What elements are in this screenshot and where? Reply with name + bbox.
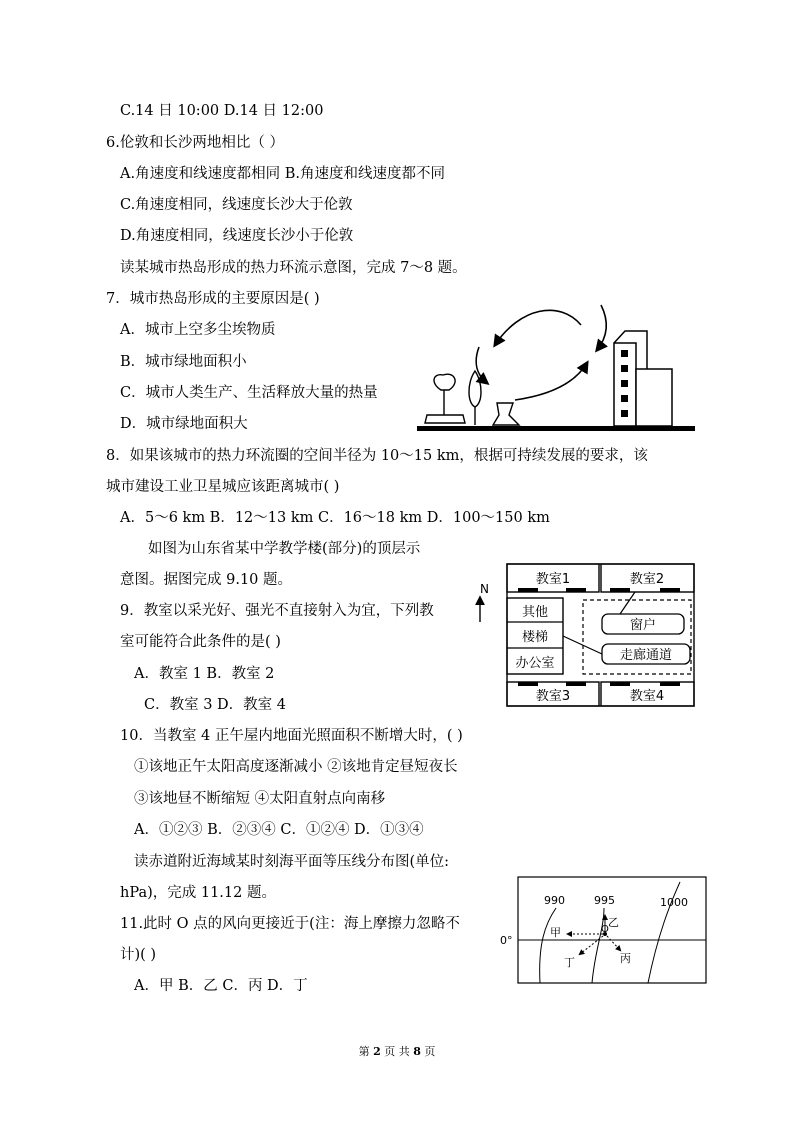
school-floor-plan: [470, 560, 700, 708]
surface-flow-arrow: [515, 363, 587, 400]
point-o-label: O: [601, 924, 609, 935]
footer-suffix: 页: [424, 1045, 436, 1058]
q9-options-cd: C．教室 3 D．教室 4: [144, 697, 286, 713]
room-label: 教室3: [535, 689, 571, 704]
isobar-map: [500, 874, 710, 986]
upper-flow-arrow: [495, 310, 581, 345]
intro-q9-10-line1: 如图为山东省某中学教学楼(部分)的顶层示: [148, 541, 421, 557]
q11-options: A．甲 B．乙 C．丙 D．丁: [134, 978, 308, 994]
tree-icon: [469, 371, 481, 425]
left-block-label: 楼梯: [521, 630, 549, 645]
left-block-label: 其他: [521, 605, 549, 620]
direction-label: 丙: [620, 952, 631, 965]
q7-option-a: A．城市上空多尘埃物质: [120, 322, 276, 338]
footer-prefix: 第: [358, 1045, 370, 1058]
isobar-995: [592, 908, 604, 983]
building-icon: [614, 331, 672, 426]
tree-icon: [425, 374, 465, 423]
q9-stem-line1: 9．教室以采光好、强光不直接射入为宜，下列教: [120, 603, 434, 619]
q9-options-ab: A．教室 1 B．教室 2: [134, 666, 275, 682]
q7-option-d: D．城市绿地面积大: [120, 416, 248, 432]
room-label: 教室2: [629, 572, 665, 587]
tree-icon: [493, 403, 519, 425]
direction-label: 甲: [550, 926, 561, 939]
q7-option-b: B．城市绿地面积小: [120, 354, 247, 370]
map-frame: [518, 877, 706, 983]
arrow-bing: [607, 936, 620, 950]
isobar-990: [540, 908, 556, 983]
current-page-number: 2: [373, 1045, 381, 1058]
q11-stem-line1: 11.此时 O 点的风向更接近于(注：海上摩擦力忽略不: [120, 916, 460, 932]
isobar-label: 990: [544, 894, 565, 907]
isobar-label: 1000: [660, 896, 688, 909]
q10-statements-34: ③该地昼不断缩短 ④太阳直射点向南移: [134, 791, 386, 807]
arrow-ding: [580, 936, 603, 954]
intro-q7-8: 读某城市热岛形成的热力环流示意图，完成 7～8 题。: [120, 260, 467, 276]
room-label: 教室4: [629, 689, 665, 704]
q6-option-d: D.角速度相同，线速度长沙小于伦敦: [120, 228, 354, 244]
q6-options-ab: A.角速度和线速度都相同 B.角速度和线速度都不同: [120, 166, 445, 182]
isobar-label: 995: [594, 894, 615, 907]
q7-option-c: C．城市人类生产、生活释放大量的热量: [120, 385, 378, 401]
q7-stem: 7．城市热岛形成的主要原因是( ): [106, 291, 320, 307]
callout-label: 走廊通道: [619, 648, 673, 663]
intro-q11-12-line1: 读赤道附近海域某时刻海平面等压线分布图(单位:: [134, 854, 450, 870]
callout-label: 窗户: [629, 618, 657, 633]
q10-options: A．①②③ B．②③④ C．①②④ D．①③④: [134, 822, 424, 838]
footer-middle: 页 共: [384, 1045, 410, 1058]
page-footer: [0, 1043, 794, 1059]
q9-stem-line2: 室可能符合此条件的是( ): [120, 634, 281, 650]
rising-air-arrow: [597, 305, 606, 350]
intro-q9-10-line2: 意图。据图完成 9.10 题。: [120, 572, 293, 588]
q8-stem-line1: 8．如果该城市的热力环流圈的空间半径为 10～15 km，根据可持续发展的要求，该: [106, 448, 648, 464]
q11-stem-line2: 计)( ): [120, 947, 157, 963]
direction-label: 乙: [608, 916, 619, 929]
q10-statements-12: ①该地正午太阳高度逐渐减小 ②该地肯定昼短夜长: [134, 759, 458, 775]
total-pages: 8: [413, 1045, 421, 1058]
q8-options: A．5～6 km B．12～13 km C．16～18 km D．100～150 km: [120, 510, 550, 526]
north-label: N: [480, 582, 489, 596]
q8-stem-line2: 城市建设工业卫星城应该距离城市( ): [106, 479, 340, 495]
q6-stem: 6.伦敦和长沙两地相比（ ）: [106, 135, 284, 151]
direction-label: 丁: [564, 956, 575, 969]
left-block-label: 办公室: [515, 656, 555, 671]
q10-stem: 10．当教室 4 正午屋内地面光照面积不断增大时，( ): [120, 728, 463, 744]
room-label: 教室1: [535, 572, 571, 587]
heat-island-figure: [415, 295, 695, 440]
intro-q11-12-line2: hPa)，完成 11.12 题。: [120, 885, 276, 901]
q5-options-cd: C.14 日 10:00 D.14 日 12:00: [120, 103, 324, 119]
equator-label: 0°: [500, 934, 513, 947]
q6-option-c: C.角速度相同，线速度长沙大于伦敦: [120, 197, 353, 213]
